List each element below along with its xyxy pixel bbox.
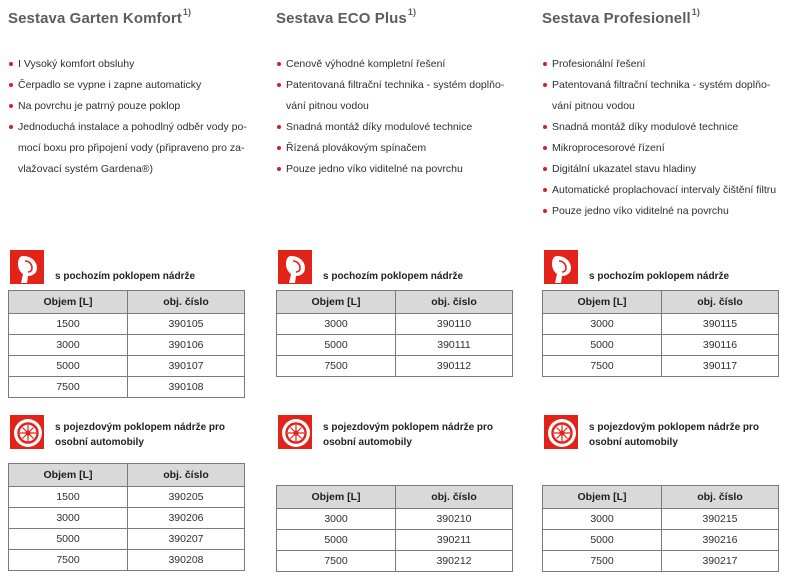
order-number-cell: 390107 <box>128 356 245 377</box>
header-order-number: obj. číslo <box>396 486 513 509</box>
drivable-lid-label-line1: s pojezdovým poklopem nádrže pro <box>55 422 226 433</box>
table-row <box>543 314 779 335</box>
walkable-lid-label: s pochozím poklopem nádrže <box>589 271 730 282</box>
feature-item: Čerpadlo se vypne i zapne automaticky <box>8 75 256 96</box>
feature-item: Profesionální řešení <box>542 54 790 75</box>
table-row <box>277 314 513 335</box>
feature-list <box>276 54 524 180</box>
order-number-cell: 390216 <box>662 530 779 551</box>
volume-cell: 3000 <box>277 509 396 530</box>
order-number-cell: 390207 <box>128 529 245 550</box>
feature-item: Automatické proplachovací intervaly čištění filtru <box>542 180 790 201</box>
walkable-lid-label: s pochozím poklopem nádrže <box>55 271 196 282</box>
volume-cell: 3000 <box>9 335 128 356</box>
order-number-cell: 390205 <box>128 487 245 508</box>
drivable-lid-icon <box>278 415 312 449</box>
feature-item: Cenově výhodné kompletní řešení <box>276 54 524 75</box>
volume-cell: 7500 <box>9 550 128 571</box>
feature-item-continued: vání pitnou vodou <box>286 100 369 112</box>
volume-cell: 3000 <box>9 508 128 529</box>
feature-item: Patentovaná filtrační technika - systém doplňo- <box>276 75 524 96</box>
feature-item: Pouze jedno víko viditelné na povrchu <box>276 159 524 180</box>
header-order-number: obj. číslo <box>662 291 779 314</box>
order-number-cell: 390111 <box>396 335 513 356</box>
order-number-cell: 390108 <box>128 377 245 398</box>
feature-item: Řízená plovákovým spínačem <box>276 138 524 159</box>
drivable-lid-label-line2: osobní automobily <box>589 437 678 448</box>
order-number-cell: 390112 <box>396 356 513 377</box>
table-row <box>9 335 245 356</box>
drivable-lid-icon <box>544 415 578 449</box>
feature-item-continued: vlažovací systém Gardena®) <box>18 163 153 175</box>
feature-item: Pouze jedno víko viditelné na povrchu <box>542 201 790 222</box>
header-volume: Objem [L] <box>9 291 128 314</box>
order-number-cell: 390106 <box>128 335 245 356</box>
table-row <box>277 356 513 377</box>
column-title: Sestava ECO Plus$^{1)}$ <box>276 7 417 27</box>
header-volume: Objem [L] <box>543 291 662 314</box>
volume-cell: 7500 <box>543 356 662 377</box>
walkable-lid-label: s pochozím poklopem nádrže <box>323 271 464 282</box>
volume-cell: 7500 <box>9 377 128 398</box>
table-row <box>277 335 513 356</box>
table-row <box>277 530 513 551</box>
table-row <box>9 377 245 398</box>
header-order-number: obj. číslo <box>128 291 245 314</box>
table-row <box>9 356 245 377</box>
drivable-lid-label <box>323 420 521 450</box>
order-number-cell: 390116 <box>662 335 779 356</box>
volume-cell: 3000 <box>277 314 396 335</box>
table-row <box>543 335 779 356</box>
table-row <box>543 356 779 377</box>
volume-cell: 7500 <box>277 551 396 572</box>
header-order-number: obj. číslo <box>128 464 245 487</box>
walkable-lid-table <box>8 290 245 398</box>
header-volume: Objem [L] <box>543 486 662 509</box>
feature-item: Patentovaná filtrační technika - systém doplňo- <box>542 75 790 96</box>
order-number-cell: 390211 <box>396 530 513 551</box>
volume-cell: 7500 <box>543 551 662 572</box>
drivable-lid-label <box>589 420 787 450</box>
table-row <box>543 551 779 572</box>
table-row <box>9 314 245 335</box>
drivable-lid-table <box>276 485 513 572</box>
header-order-number: obj. číslo <box>662 486 779 509</box>
header-volume: Objem [L] <box>277 291 396 314</box>
volume-cell: 5000 <box>277 335 396 356</box>
table-row <box>9 487 245 508</box>
table-row <box>9 508 245 529</box>
order-number-cell: 390212 <box>396 551 513 572</box>
drivable-lid-icon <box>10 415 44 449</box>
drivable-lid-table <box>8 463 245 571</box>
order-number-cell: 390206 <box>128 508 245 529</box>
order-number-cell: 390105 <box>128 314 245 335</box>
volume-cell: 3000 <box>543 509 662 530</box>
order-number-cell: 390210 <box>396 509 513 530</box>
volume-cell: 3000 <box>543 314 662 335</box>
order-number-cell: 390208 <box>128 550 245 571</box>
walkable-lid-table <box>276 290 513 377</box>
feature-item: Snadná montáž díky modulové technice <box>542 117 790 138</box>
order-number-cell: 390215 <box>662 509 779 530</box>
volume-cell: 1500 <box>9 314 128 335</box>
table-row <box>9 529 245 550</box>
column-title: Sestava Profesionell$^{1)}$ <box>542 7 700 27</box>
volume-cell: 1500 <box>9 487 128 508</box>
table-row <box>277 551 513 572</box>
drivable-lid-table <box>542 485 779 572</box>
order-number-cell: 390217 <box>662 551 779 572</box>
feature-item-continued: vání pitnou vodou <box>552 100 635 112</box>
table-row <box>543 530 779 551</box>
walkable-lid-table <box>542 290 779 377</box>
feature-item-continued: mocí boxu pro připojení vody (připraveno pro za- <box>18 142 245 154</box>
feature-item: I Vysoký komfort obsluhy <box>8 54 256 75</box>
walkable-lid-icon <box>278 250 312 284</box>
walkable-lid-icon <box>544 250 578 284</box>
header-volume: Objem [L] <box>9 464 128 487</box>
table-row <box>277 509 513 530</box>
order-number-cell: 390115 <box>662 314 779 335</box>
feature-item: Digitální ukazatel stavu hladiny <box>542 159 790 180</box>
feature-item: Mikroprocesorové řízení <box>542 138 790 159</box>
feature-item: Snadná montáž díky modulové technice <box>276 117 524 138</box>
column-profesionell <box>542 0 790 584</box>
volume-cell: 5000 <box>9 529 128 550</box>
volume-cell: 5000 <box>543 335 662 356</box>
column-eco-plus <box>276 0 526 584</box>
volume-cell: 5000 <box>277 530 396 551</box>
header-order-number: obj. číslo <box>396 291 513 314</box>
volume-cell: 5000 <box>543 530 662 551</box>
order-number-cell: 390110 <box>396 314 513 335</box>
feature-list <box>8 54 256 180</box>
walkable-lid-icon <box>10 250 44 284</box>
table-row <box>543 509 779 530</box>
feature-item: Jednoduchá instalace a pohodlný odběr vody po- <box>8 117 256 138</box>
column-title: Sestava Garten Komfort$^{1)}$ <box>8 7 192 27</box>
drivable-lid-label-line1: s pojezdovým poklopem nádrže pro <box>589 422 760 433</box>
feature-list <box>542 54 790 222</box>
drivable-lid-label <box>55 420 253 450</box>
feature-item: Na povrchu je patrný pouze poklop <box>8 96 256 117</box>
drivable-lid-label-line2: osobní automobily <box>323 437 412 448</box>
column-garten-komfort <box>8 0 258 584</box>
header-volume: Objem [L] <box>277 486 396 509</box>
table-row <box>9 550 245 571</box>
drivable-lid-label-line2: osobní automobily <box>55 437 144 448</box>
order-number-cell: 390117 <box>662 356 779 377</box>
volume-cell: 7500 <box>277 356 396 377</box>
volume-cell: 5000 <box>9 356 128 377</box>
drivable-lid-label-line1: s pojezdovým poklopem nádrže pro <box>323 422 494 433</box>
